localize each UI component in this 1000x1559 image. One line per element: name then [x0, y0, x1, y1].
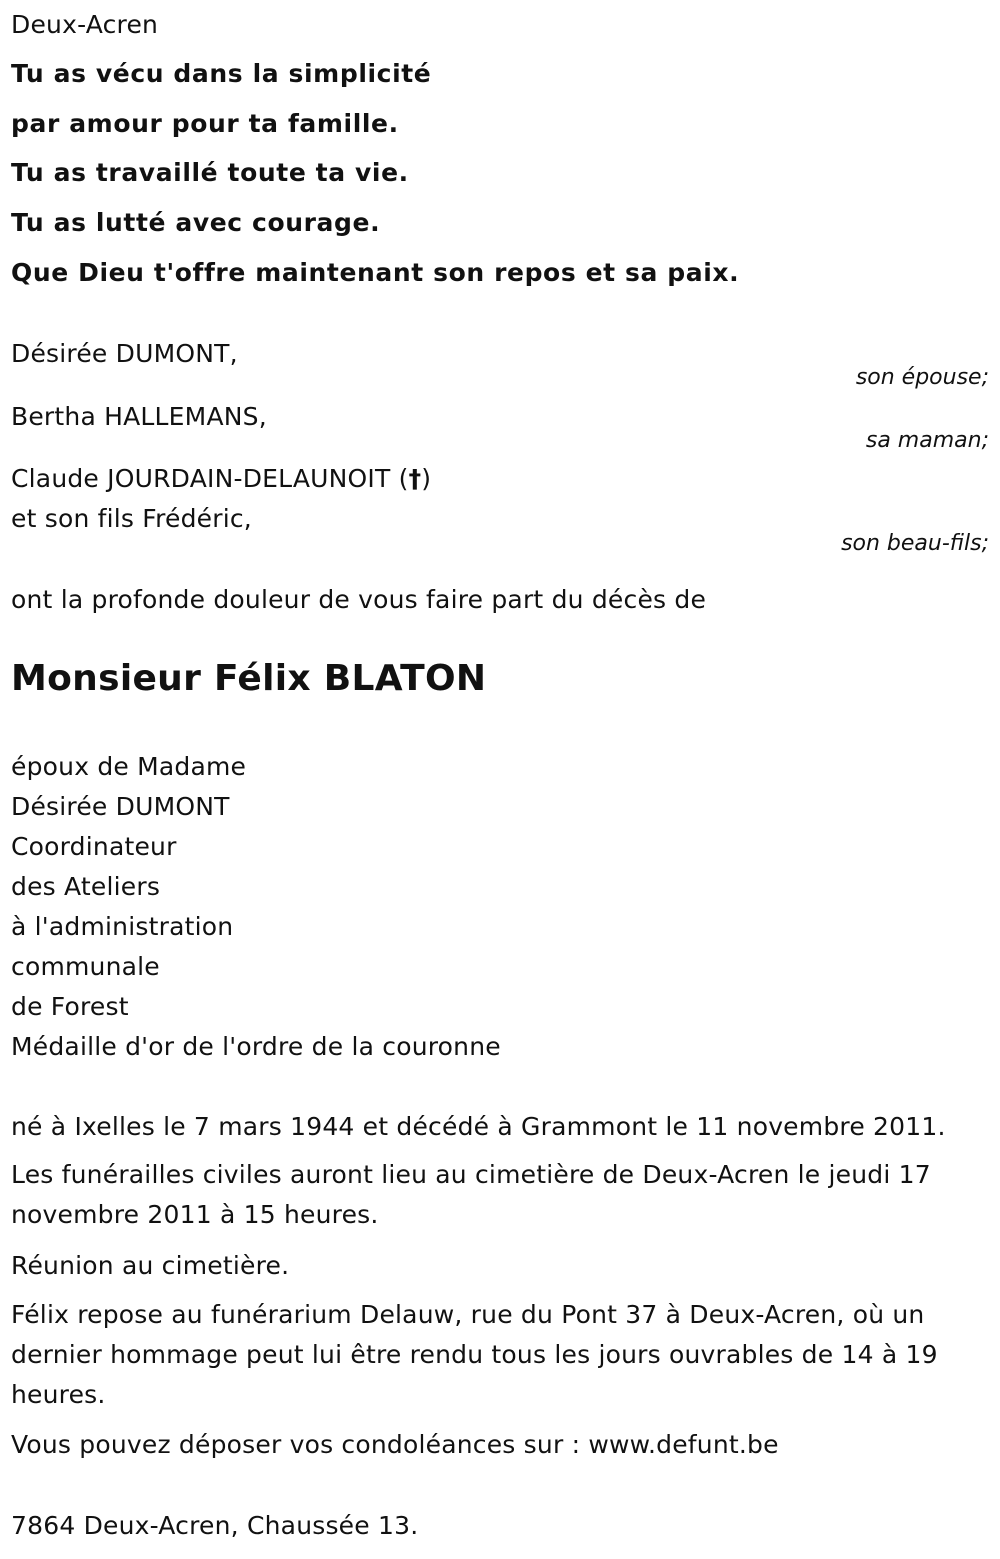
family-member-name	[11, 464, 431, 494]
deceased-detail: à l'administration	[11, 912, 234, 941]
deceased-detail: Coordinateur	[11, 832, 177, 861]
deceased-detail: communale	[11, 952, 160, 981]
family-member-name: Désirée DUMONT,	[11, 339, 238, 368]
deceased-detail: époux de Madame	[11, 752, 247, 781]
poem-line-5: Que Dieu t'offre maintenant son repos et sa paix.	[11, 258, 740, 287]
poem-line-2: par amour pour ta famille.	[11, 109, 399, 138]
deceased-detail: de Forest	[11, 992, 129, 1021]
poem-line-3: Tu as travaillé toute ta vie.	[11, 158, 409, 187]
family-member-name: Bertha HALLEMANS,	[11, 402, 267, 431]
locality-header: Deux-Acren	[11, 10, 159, 39]
name-prefix: Claude JOURDAIN-DELAUNOIT (	[11, 464, 409, 493]
family-member-name-line2: et son fils Frédéric,	[11, 504, 252, 533]
poem-line-1: Tu as vécu dans la simplicité	[11, 59, 432, 88]
deceased-detail: Désirée DUMONT	[11, 792, 230, 821]
deceased-detail: Médaille d'or de l'ordre de la couronne	[11, 1032, 501, 1061]
family-member-role: sa maman;	[865, 428, 989, 453]
funeral-text: Les funérailles civiles auront lieu au cimetière de Deux-Acren le jeudi 17 novembre 2011 à 15 heures.	[11, 1160, 931, 1229]
address-text: 7864 Deux-Acren, Chaussée 13.	[11, 1511, 419, 1540]
condolences-text: Vous pouvez déposer vos condoléances sur : www.defunt.be	[11, 1430, 779, 1459]
deceased-detail: des Ateliers	[11, 872, 161, 901]
meeting-text: Réunion au cimetière.	[11, 1251, 290, 1280]
deceased-name: Monsieur Félix BLATON	[11, 658, 487, 699]
family-member-role: son épouse;	[855, 365, 989, 390]
family-member-role: son beau-fils;	[841, 531, 989, 556]
cross-icon: †	[408, 464, 422, 493]
birth-death-text: né à Ixelles le 7 mars 1944 et décédé à Grammont le 11 novembre 2011.	[11, 1112, 946, 1141]
poem-line-4: Tu as lutté avec courage.	[11, 208, 381, 237]
rest-text: Félix repose au funérarium Delauw, rue du Pont 37 à Deux-Acren, où un dernier hommage peut lui être rendu tous les jours ouvrables de 14 à 19 heures.	[11, 1300, 938, 1409]
name-suffix: )	[421, 464, 432, 493]
announcement-text: ont la profonde douleur de vous faire part du décès de	[11, 585, 707, 614]
